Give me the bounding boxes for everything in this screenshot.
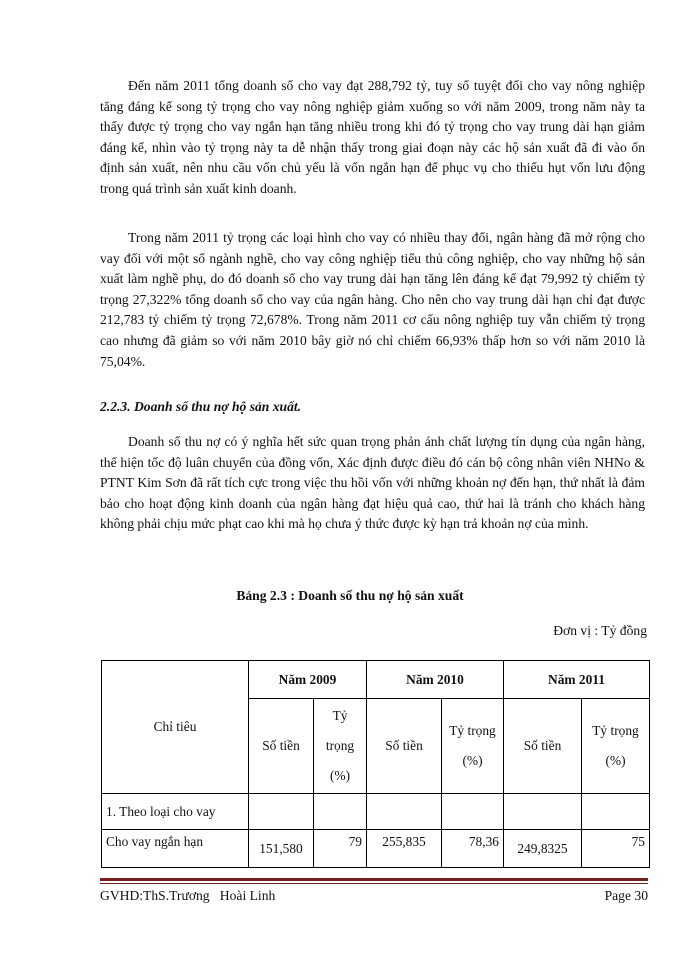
table-caption: Bảng 2.3 : Doanh số thu nợ hộ sản xuất xyxy=(236,588,464,603)
row-label-cell: Cho vay ngắn hạn xyxy=(102,830,249,868)
table-row xyxy=(102,830,650,868)
year-2010-header: Năm 2010 xyxy=(367,661,504,699)
amount-2011-cell: 249,8325 xyxy=(504,830,582,868)
amount-header-2009: Số tiền xyxy=(249,699,314,794)
section-label-cell: 1. Theo loại cho vay xyxy=(102,794,249,830)
share-2009-cell: 79 xyxy=(314,830,367,868)
paragraph-debt-collection: Doanh số thu nợ có ý nghĩa hết sức quan trọng phản ánh chất lượng tín dụng của ngân hàng, thể hiện tốc độ luân chuyển của đồng vốn, Xác định được điều đó cán bộ công nhân viên NHNo & PTNT Kim Sơn đã rất tích cực trong việc thu hồi vốn với những khoản nợ đến hạn, thứ nhất là đảm bảo cho hoạt động kinh doanh của ngân hàng đạt hiệu quả cao, thứ hai là tránh cho khách hàng không phải chịu mức phạt cao khi mà họ chưa ý thức được kỳ hạn trả khoản nợ của mình. xyxy=(100,434,645,532)
footer-rule-thin xyxy=(100,883,648,884)
share-header-2011-line1: Tỷ trọng xyxy=(592,723,639,738)
year-2009-header: Năm 2009 xyxy=(249,661,367,699)
share-header-2009-line1: Tỷ xyxy=(332,708,348,723)
share-header-2010-line1: Tỷ trọng xyxy=(449,723,496,738)
empty-cell xyxy=(582,794,650,830)
year-2011-header: Năm 2011 xyxy=(504,661,650,699)
empty-cell xyxy=(442,794,504,830)
footer-supervisor: GVHD:ThS.Trương Hoài Linh xyxy=(100,888,276,903)
row-header-cell: Chỉ tiêu xyxy=(102,661,249,794)
table-header-row-years xyxy=(102,661,650,699)
footer-rule-thick xyxy=(100,878,648,881)
debt-collection-table xyxy=(101,660,650,868)
amount-header-2011: Số tiền xyxy=(504,699,582,794)
share-header-2011-line2: (%) xyxy=(605,753,626,768)
share-header-2009-line2: trọng xyxy=(325,738,355,753)
empty-cell xyxy=(249,794,314,830)
paragraph-lending-2011: Đến năm 2011 tổng doanh số cho vay đạt 288,792 tỷ, tuy số tuyệt đối cho vay nông nghiệp tăng đáng kể song tỷ trọng cho vay nông nghiệp giảm xuống so với năm 2009, trong năm này ta thấy được tỷ trọng cho vay ngắn hạn tăng nhiều trong khi đó tỷ trọng cho vay trung dài hạn giảm đáng kể, nhìn vào tỷ trọng này ta dễ nhận thấy trong giai đoạn này các hộ sản xuất đã đi vào ổn định sản xuất, nên nhu cầu vốn chủ yếu là vốn ngắn hạn để phục vụ cho thiếu hụt vốn lưu động trong quá trình sản xuất kinh doanh. xyxy=(100,78,645,196)
share-2010-cell: 78,36 xyxy=(442,830,504,868)
share-header-2010-line2: (%) xyxy=(462,753,483,768)
empty-cell xyxy=(367,794,442,830)
page-number: Page 30 xyxy=(604,888,648,903)
amount-header-2010: Số tiền xyxy=(367,699,442,794)
share-2011-cell: 75 xyxy=(582,830,650,868)
table-unit: Đơn vị : Tỷ đồng xyxy=(553,623,647,638)
amount-2009-cell: 151,580 xyxy=(249,830,314,868)
share-header-2011 xyxy=(582,699,650,794)
share-header-2009 xyxy=(314,699,367,794)
amount-2010-cell: 255,835 xyxy=(367,830,442,868)
table-section-row xyxy=(102,794,650,830)
empty-cell xyxy=(504,794,582,830)
share-header-2010 xyxy=(442,699,504,794)
paragraph-lending-structure: Trong năm 2011 tỷ trọng các loại hình cho vay có nhiều thay đổi, ngân hàng đã mở rộng cho vay đối với một số ngành nghề, cho vay công nghiệp tiểu thủ công nghiệp, cho vay những hộ sản xuất làm nghề phụ, do đó doanh số cho vay trung dài hạn tăng lên đáng kể đạt 79,992 tỷ chiếm tỷ trọng 27,322% tổng doanh số cho vay của ngân hàng. Cho nên cho vay trung dài hạn chỉ đạt được 212,783 tỷ chiếm tỷ trọng 72,678%. Trong năm 2011 cơ cấu nông nghiệp tuy vẫn chiếm tỷ trọng cao nhưng đã giảm so với năm 2010 bây giờ nó chỉ chiếm 66,93% thấp hơn so với năm 2010 là 75,04%. xyxy=(100,230,645,369)
empty-cell xyxy=(314,794,367,830)
share-header-2009-line3: (%) xyxy=(329,768,351,783)
section-heading: 2.2.3. Doanh số thu nợ hộ sản xuất. xyxy=(100,399,302,414)
